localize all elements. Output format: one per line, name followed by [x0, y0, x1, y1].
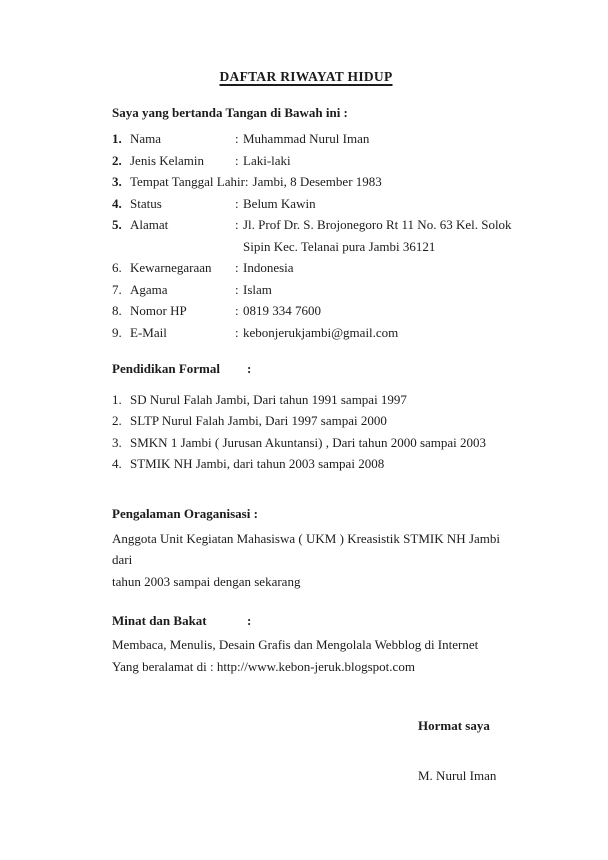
paragraph-line: Anggota Unit Kegiatan Mahasiswa ( UKM ) Kreasistik STMIK NH Jambi dari: [112, 530, 500, 567]
item-label: Nama: [130, 131, 162, 146]
item-label: Status: [130, 195, 162, 211]
item-label: Alamat: [130, 217, 169, 232]
interests-paragraph: [112, 634, 500, 677]
item-value: Islam: [243, 281, 272, 297]
personal-row-jenis-kelamin: [112, 150, 500, 172]
paragraph-line: Yang beralamat di : http://www.kebon-jeruk.blogspot.com: [112, 658, 415, 674]
education-heading-label: Pendidikan Formal: [112, 360, 220, 376]
item-label: Jenis Kelamin: [130, 152, 205, 168]
education-row: [112, 453, 500, 475]
page-title: DAFTAR RIWAYAT HIDUP: [219, 69, 393, 84]
education-list: [112, 389, 500, 475]
item-number: 9.: [112, 324, 122, 340]
item-label: Tempat Tanggal Lahir:: [130, 174, 249, 189]
item-colon: :: [235, 217, 239, 232]
item-number: 5.: [112, 217, 122, 232]
education-item-text: STMIK NH Jambi, dari tahun 2003 sampai 2008: [130, 456, 385, 471]
signature-name: M. Nurul Iman: [418, 768, 497, 783]
title-container: [112, 66, 500, 88]
signature-closing: Hormat saya: [418, 718, 490, 733]
item-colon: :: [235, 152, 239, 168]
item-number: 4.: [112, 456, 122, 471]
item-value-line1: Jl. Prof Dr. S. Brojonegoro Rt 11 No. 63 Kel. Solok: [243, 217, 512, 232]
interests-heading-colon: :: [247, 613, 252, 628]
item-value: Muhammad Nurul Iman: [243, 131, 370, 146]
personal-row-kewarnegaraan: [112, 257, 500, 279]
interests-heading-label: Minat dan Bakat: [112, 613, 207, 628]
item-number: 4.: [112, 195, 122, 211]
item-label: E-Mail: [130, 324, 167, 340]
item-colon: :: [235, 131, 239, 146]
personal-row-alamat: [112, 214, 512, 257]
item-value: [243, 214, 512, 257]
item-colon: :: [235, 195, 239, 211]
item-number: 1.: [112, 391, 122, 407]
document-content: [112, 66, 512, 787]
item-colon: :: [235, 324, 239, 340]
item-number: 3.: [112, 174, 122, 189]
personal-row-agama: [112, 279, 500, 301]
item-value: 0819 334 7600: [243, 303, 321, 318]
paragraph-line: tahun 2003 sampai dengan sekarang: [112, 573, 301, 589]
item-value: kebonjerukjambi@gmail.com: [243, 324, 399, 340]
personal-row-tempat-tanggal-lahir: [112, 171, 500, 193]
education-row: [112, 432, 500, 454]
item-label: Kewarnegaraan: [130, 260, 212, 275]
item-number: 3.: [112, 434, 122, 450]
item-number: 6.: [112, 260, 122, 275]
item-number: 2.: [112, 152, 122, 168]
item-value: Belum Kawin: [243, 195, 316, 211]
paragraph-line: Membaca, Menulis, Desain Grafis dan Mengolala Webblog di Internet: [112, 637, 479, 652]
item-value: Jambi, 8 Desember 1983: [252, 174, 382, 189]
education-row: [112, 389, 500, 411]
education-item-text: SMKN 1 Jambi ( Jurusan Akuntansi) , Dari tahun 2000 sampai 2003: [130, 434, 487, 450]
item-number: 7.: [112, 281, 122, 297]
education-heading-colon: :: [247, 360, 252, 376]
item-colon: :: [235, 260, 239, 275]
education-item-text: SLTP Nurul Falah Jambi, Dari 1997 sampai 2000: [130, 413, 387, 428]
personal-row-nomor-hp: [112, 300, 500, 322]
signature-block: [418, 715, 500, 787]
personal-row-nama: [112, 128, 500, 150]
personal-data-list: [112, 128, 512, 343]
education-row: [112, 410, 500, 432]
item-value-line2: Sipin Kec. Telanai pura Jambi 36121: [243, 238, 436, 254]
item-number: 8.: [112, 303, 122, 318]
intro-line: Saya yang bertanda Tangan di Bawah ini :: [112, 105, 348, 120]
item-colon: :: [235, 281, 239, 297]
personal-row-status: [112, 193, 500, 215]
item-number: 1.: [112, 131, 122, 146]
item-colon: :: [235, 303, 239, 318]
education-item-text: SD Nurul Falah Jambi, Dari tahun 1991 sampai 1997: [130, 391, 407, 407]
organization-heading: Pengalaman Oraganisasi :: [112, 505, 258, 521]
item-number: 2.: [112, 413, 122, 428]
item-label: Nomor HP: [130, 303, 187, 318]
personal-row-email: [112, 322, 500, 344]
organization-paragraph: [112, 528, 500, 593]
item-value: Indonesia: [243, 260, 294, 275]
item-value: Laki-laki: [243, 152, 291, 168]
item-label: Agama: [130, 281, 168, 297]
interests-heading: [112, 610, 500, 632]
education-heading: [112, 358, 500, 380]
